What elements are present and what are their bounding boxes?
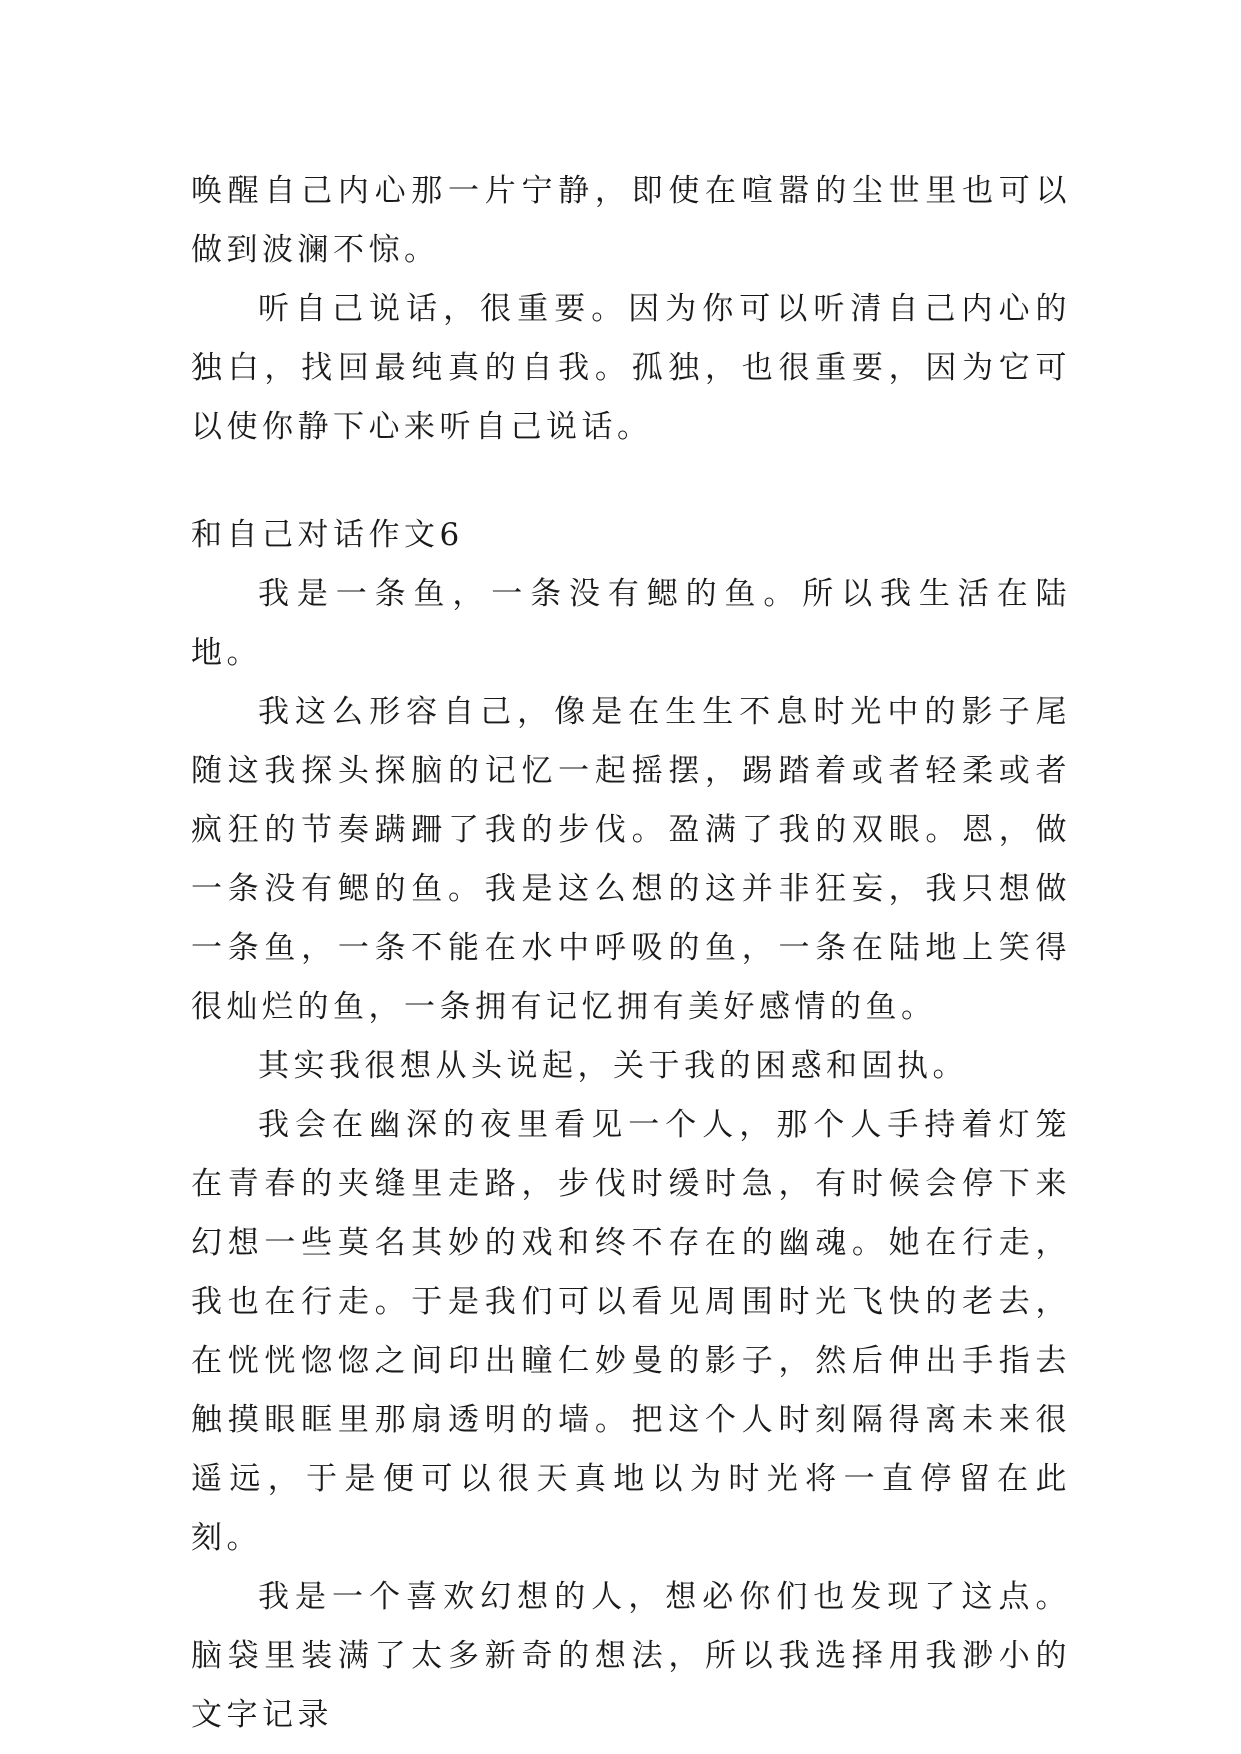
paragraph: 我会在幽深的夜里看见一个人，那个人手持着灯笼在青春的夹缝里走路，步伐时缓时急，有时候会停下来幻想一些莫名其妙的戏和终不存在的幽魂。她在行走，我也在行走。于是我们可以看见周围时光飞快的老去，在恍恍惚惚之间印出瞳仁妙曼的影子，然后伸出手指去触摸眼眶里那扇透明的墙。把这个人时刻隔得离未来很遥远，于是便可以很天真地以为时光将一直停留在此刻。 bbox=[191, 1107, 1071, 1556]
paragraph: 我是一个喜欢幻想的人，想必你们也发现了这点。脑袋里装满了太多新奇的想法，所以我选择用我渺小的文字记录 bbox=[191, 1579, 1071, 1733]
paragraph: 听自己说话，很重要。因为你可以听清自己内心的独白，找回最纯真的自我。孤独，也很重要，因为它可以使你静下心来听自己说话。 bbox=[191, 291, 1071, 445]
document-body bbox=[191, 162, 1071, 1745]
paragraph: 我这么形容自己，像是在生生不息时光中的影子尾随这我探头探脑的记忆一起摇摆，踢踏着或者轻柔或者疯狂的节奏蹒跚了我的步伐。盈满了我的双眼。恩，做一条没有鳃的鱼。我是这么想的这并非狂妄，我只想做一条鱼，一条不能在水中呼吸的鱼，一条在陆地上笑得很灿烂的鱼，一条拥有记忆拥有美好感情的鱼。 bbox=[191, 694, 1071, 1025]
paragraph: 其实我很想从头说起，关于我的困惑和固执。 bbox=[258, 1048, 968, 1084]
essay-heading: 和自己对话作文6 bbox=[191, 517, 464, 553]
paragraph: 唤醒自己内心那一片宁静，即使在喧嚣的尘世里也可以做到波澜不惊。 bbox=[191, 173, 1071, 268]
paragraph: 我是一条鱼，一条没有鳃的鱼。所以我生活在陆地。 bbox=[191, 576, 1071, 671]
